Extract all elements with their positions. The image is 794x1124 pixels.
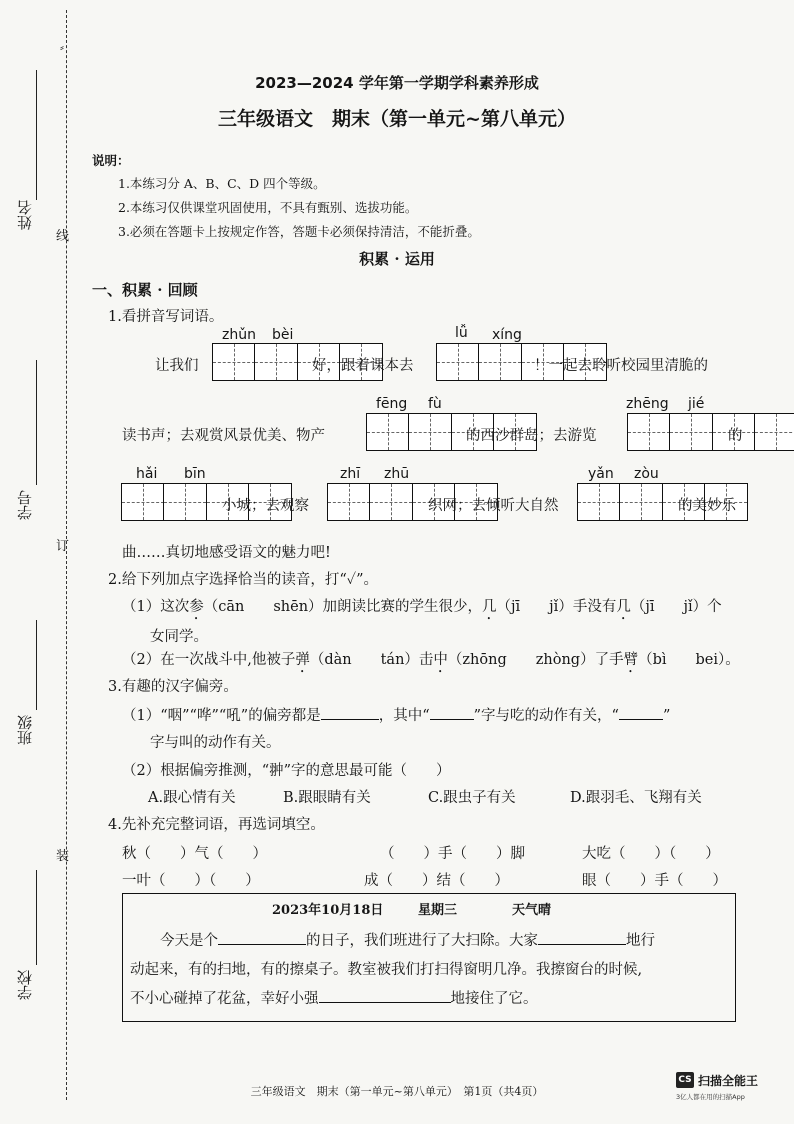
pinyin: bīn: [184, 466, 206, 482]
pinyin: fēng: [376, 396, 408, 412]
diary-text: 不小心碰掉了花盆，幸好小强: [130, 991, 319, 1007]
exam-subtitle: 三年级语文 期末（第一单元~第八单元）: [218, 108, 576, 130]
margin-char-ding: 订: [56, 539, 70, 554]
answer-blank[interactable]: [430, 719, 474, 720]
scanner-logo: CS: [676, 1072, 694, 1088]
diary-line-1: [160, 929, 655, 950]
answer-blank[interactable]: [619, 719, 663, 720]
dotted-char: 弹: [295, 652, 310, 668]
dotted-char: 中: [433, 652, 448, 668]
choice-d[interactable]: D.跟羽毛、飞翔有关: [570, 790, 702, 806]
notes-heading: 说明：: [92, 153, 130, 168]
q1-text: 织网；去倾听大自然: [428, 498, 559, 514]
name-label: 姓名: [16, 200, 34, 230]
scanner-name: 扫描全能王: [698, 1074, 759, 1088]
q2-line-1: [122, 595, 722, 623]
answer-blank[interactable]: [538, 944, 626, 945]
choice-b[interactable]: B.跟眼睛有关: [283, 790, 371, 806]
q1-text: 读书声；去观赏风景优美、物产: [122, 428, 325, 444]
pinyin: xíng: [492, 327, 522, 343]
choice-c[interactable]: C.跟虫子有关: [428, 790, 516, 806]
q2-text: （dàn tán）击: [309, 652, 434, 668]
pinyin: bèi: [272, 327, 294, 343]
answer-blank[interactable]: [319, 1002, 451, 1003]
answer-grid[interactable]: [628, 413, 794, 451]
q3-text: ”字与吃的动作有关，“: [473, 708, 619, 724]
pinyin: lǚ: [455, 325, 468, 341]
dotted-char: 臂: [623, 652, 639, 668]
part-heading: 一、积累 · 回顾: [92, 281, 198, 299]
q1-text: 让我们: [155, 358, 199, 374]
q1-text: 小城；去观察: [222, 498, 309, 514]
diary-line-3: [130, 987, 538, 1008]
choice-a[interactable]: A.跟心情有关: [148, 790, 236, 806]
q2-line-2: [122, 648, 740, 676]
answer-blank[interactable]: [321, 719, 379, 720]
q1-text: 曲……真切地感受语文的魅力吧!: [122, 545, 331, 561]
section-title: 积累 · 运用: [359, 250, 435, 268]
idiom-fill[interactable]: 眼（ ）手（ ）: [582, 873, 727, 889]
question-1-label: 1.看拼音写词语。: [108, 309, 224, 325]
q3-line-1: [122, 704, 670, 725]
diary-text: 的日子，我们班进行了大扫除。大家: [306, 933, 538, 949]
page-footer: 三年级语文 期末（第一单元~第八单元） 第1页（共4页）: [250, 1085, 544, 1098]
q3-text: ，其中“: [378, 708, 430, 724]
pinyin: hǎi: [136, 466, 158, 482]
dotted-char: 几: [616, 599, 631, 615]
question-3-label: 3.有趣的汉字偏旁。: [108, 679, 238, 695]
q2-text: （jī jǐ）手没有: [496, 599, 617, 615]
margin-char-zhuang: 装: [56, 849, 70, 864]
idiom-fill[interactable]: 秋（ ）气（ ）: [122, 846, 267, 862]
school-line: [36, 870, 37, 965]
answer-blank[interactable]: [218, 944, 306, 945]
diary-weather: 天气晴: [512, 903, 552, 918]
note-item: 2.本练习仅供课堂巩固使用，不具有甄别、选拔功能。: [118, 200, 418, 215]
q1-text: 的美妙乐: [678, 498, 736, 514]
student-id-label: 学号: [16, 490, 34, 520]
pinyin: zhǔn: [222, 327, 256, 343]
q3-text: ”: [662, 708, 671, 724]
diary-date: 2023年10月18日: [272, 903, 384, 918]
pinyin: fù: [428, 396, 442, 412]
idiom-fill[interactable]: 成（ ）结（ ）: [364, 873, 509, 889]
q2-text: （zhōng zhòng）了手: [447, 652, 624, 668]
q1-text: 好，跟着课本去: [312, 358, 414, 374]
idiom-fill[interactable]: 大吃（ ）（ ）: [582, 846, 720, 862]
question-2-label: 2.给下列加点字选择恰当的读音，打“✓”。: [108, 572, 379, 588]
pinyin: zhī: [340, 466, 361, 482]
binding-line: [66, 10, 67, 1100]
pinyin: zòu: [634, 466, 659, 482]
pinyin: jié: [688, 396, 705, 412]
diary-weekday: 星期三: [418, 903, 458, 918]
scanner-tagline: 3亿人都在用的扫描App: [676, 1093, 745, 1101]
q2-text: （jī jǐ）个: [630, 599, 722, 615]
q2-text: （1）这次: [122, 599, 190, 615]
q2-text: 女同学。: [150, 629, 208, 645]
q2-text: （cān shēn）加朗读比赛的学生很少，: [203, 599, 483, 615]
student-id-line: [36, 360, 37, 485]
margin-top-mark: ⸗: [60, 40, 64, 54]
q2-text: （bì bei）。: [638, 652, 740, 668]
idiom-fill[interactable]: （ ）手（ ）脚: [380, 846, 525, 862]
diary-text: 地行: [626, 933, 655, 949]
diary-text: 今天是个: [160, 933, 218, 949]
note-item: 1.本练习分 A、B、C、D 四个等级。: [118, 176, 326, 191]
q1-text: 的: [728, 428, 743, 444]
q3-text: （2）根据偏旁推测，“翀”字的意思最可能（ ）: [122, 763, 451, 779]
exam-title: 2023—2024 学年第一学期学科素养形成: [255, 74, 539, 92]
q1-text: 的西沙群岛；去游览: [466, 428, 597, 444]
class-label: 班级: [16, 715, 34, 745]
class-line: [36, 620, 37, 710]
dotted-char: 几: [482, 599, 497, 615]
school-label: 学校: [16, 970, 34, 1000]
margin-char-xian: 线: [56, 229, 70, 244]
q3-text: 字与叫的动作有关。: [150, 735, 281, 751]
diary-text: 动起来，有的扫地，有的擦桌子。教室被我们打扫得窗明几净。我擦窗台的时候,: [130, 962, 643, 978]
pinyin: zhū: [384, 466, 410, 482]
pinyin: yǎn: [588, 466, 614, 482]
note-item: 3.必须在答题卡上按规定作答，答题卡必须保持清洁，不能折叠。: [118, 224, 480, 239]
q1-text: ！一起去聆听校园里清脆的: [534, 358, 708, 374]
idiom-fill[interactable]: 一叶（ ）（ ）: [122, 873, 260, 889]
pinyin: zhēng: [626, 396, 669, 412]
q3-text: （1）“咽”“哗”“吼”的偏旁都是: [122, 708, 321, 724]
diary-text: 地接住了它。: [450, 991, 538, 1007]
q2-text: （2）在一次战斗中,他被子: [122, 652, 296, 668]
question-4-label: 4.先补充完整词语，再选词填空。: [108, 817, 325, 833]
dotted-char: 参: [189, 599, 204, 615]
